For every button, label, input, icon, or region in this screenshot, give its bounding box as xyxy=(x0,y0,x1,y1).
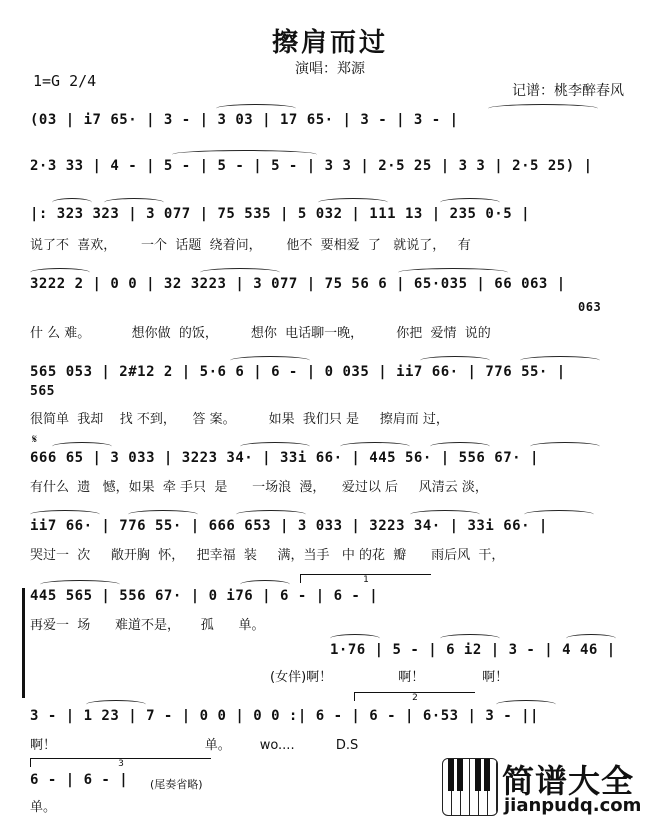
score-line-6: 666 65 | 3 033 | 3223 34· | 33i 66· | 445 56· | 556 67· | xyxy=(30,450,539,466)
score-line-5: 565 053 | 2#12 2 | 5·6 6 | 6 - | 0 035 | ii7 66· | 776 55· | xyxy=(30,364,566,380)
score-line-11: 6 - | 6 - | xyxy=(30,772,129,788)
slur-arc xyxy=(496,700,556,709)
tie-arc xyxy=(488,104,598,113)
slur-arc xyxy=(530,442,600,451)
alternate-notes: 565 xyxy=(30,384,55,399)
outro-note: (尾奏省略) xyxy=(150,778,203,791)
slur-arc xyxy=(200,268,280,277)
slur-arc xyxy=(240,442,310,451)
slur-arc xyxy=(230,356,310,365)
tie-arc xyxy=(172,150,317,159)
slur-arc xyxy=(318,198,388,207)
slur-arc xyxy=(430,442,490,451)
score-line-3: |: 323 323 | 3 077 | 75 535 | 5 032 | 111 13 | 235 0·5 | xyxy=(30,206,531,222)
score-line-4: 3222 2 | 0 0 | 32 3223 | 3 077 | 75 56 6 | 65·035 | 66 063 | xyxy=(30,276,566,292)
slur-arc xyxy=(340,442,410,451)
song-title: 擦肩而过 xyxy=(271,28,388,58)
tie-arc xyxy=(216,104,296,113)
slur-arc xyxy=(410,510,480,519)
slur-arc xyxy=(420,356,490,365)
score-line-8: 445 565 | 556 67· | 0 i76 | 6 - | 6 - | xyxy=(30,588,379,604)
lyric-line-9: (女伴)啊！ 啊！ 啊！ xyxy=(270,670,509,685)
segno-sign: 𝄋 xyxy=(32,432,38,446)
slur-arc xyxy=(30,268,90,277)
score-line-9: 1·76 | 5 - | 6 i2 | 3 - | 4 46 | xyxy=(330,642,616,658)
lyric-line-3: 说了不 喜欢， 一个 话题 绕着问， 他不 要相爱 了 就说了， 有 xyxy=(30,238,471,253)
slur-arc xyxy=(40,580,120,589)
lyric-line-8: 再爱一 场 难道不是， 孤 单。 xyxy=(30,618,265,633)
lyric-line-10: 啊！ 单。 wo.... D.S xyxy=(30,738,359,753)
volta-bracket-3: 3 xyxy=(30,758,211,767)
watermark-site: jianpudq.com xyxy=(504,795,642,816)
slur-arc xyxy=(524,510,594,519)
score-line-2: 2·3 33 | 4 - | 5 - | 5 - | 5 - | 3 3 | 2·5 25 | 3 3 | 2·5 25) | xyxy=(30,158,593,174)
lyric-line-6: 有什么 遗 憾，如果 牵 手只 是 一场浪 漫， 爱过以 后 风清云 淡， xyxy=(30,480,488,495)
key-signature: 1=G 2/4 xyxy=(33,72,97,90)
slur-arc xyxy=(398,268,508,277)
slur-arc xyxy=(30,510,100,519)
alternate-notes: 063 xyxy=(578,300,602,314)
lyric-line-11: 单。 xyxy=(30,800,57,815)
volta-bracket-2: 2 xyxy=(354,692,475,701)
singer-credit: 演唱：郑源 xyxy=(295,61,365,77)
slur-arc xyxy=(104,198,164,207)
lyric-line-4: 什 么 难。 想你做 的饭， 想你 电话聊一晚， 你把 爱情 说的 xyxy=(30,326,491,341)
piano-logo-icon xyxy=(442,758,498,816)
slur-arc xyxy=(52,198,92,207)
slur-arc xyxy=(240,580,290,589)
slur-arc xyxy=(520,356,600,365)
slur-arc xyxy=(128,510,198,519)
section-bracket xyxy=(22,588,25,698)
slur-arc xyxy=(236,510,306,519)
lyric-line-7: 哭过一 次 敞开胸 怀， 把幸福 装 满，当手 中 的花 瓣 雨后风 干， xyxy=(30,548,505,563)
score-line-10: 3 - | 1 23 | 7 - | 0 0 | 0 0 :| 6 - | 6 - | 6·53 | 3 - || xyxy=(30,708,539,724)
watermark-brand: 简谱大全 xyxy=(502,762,635,800)
slur-arc xyxy=(566,634,616,643)
score-line-7: ii7 66· | 776 55· | 666 653 | 3 033 | 3223 34· | 33i 66· | xyxy=(30,518,548,534)
score-line-1: (03 | i7 65· | 3 - | 3 03 | 17 65· | 3 - | 3 - | xyxy=(30,112,459,128)
volta-bracket-1: 1 xyxy=(300,574,431,583)
slur-arc xyxy=(86,700,146,709)
slur-arc xyxy=(440,198,500,207)
transcriber-credit: 记谱：桃李醉春风 xyxy=(512,83,624,99)
slur-arc xyxy=(330,634,380,643)
slur-arc xyxy=(52,442,112,451)
slur-arc xyxy=(440,634,500,643)
lyric-line-5: 很简单 我却 找 不到， 答 案。 如果 我们只 是 擦肩而 过， xyxy=(30,412,449,427)
